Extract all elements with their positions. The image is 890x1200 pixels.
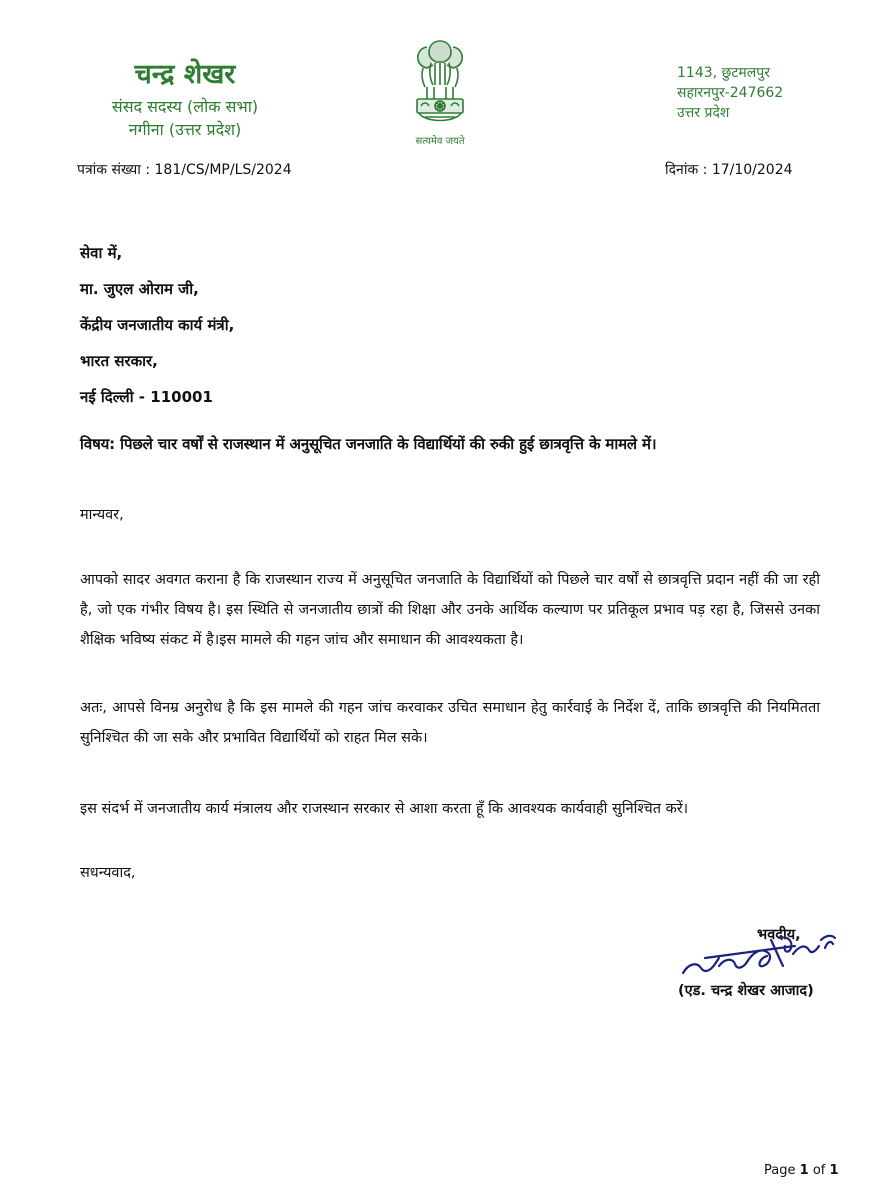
- recipient-block: [80, 235, 234, 415]
- letter-date: दिनांक : 17/10/2024: [665, 162, 793, 178]
- sender-constituency: नगीना (उत्तर प्रदेश): [128, 120, 242, 139]
- sender-designation: संसद सदस्य (लोक सभा): [111, 97, 259, 116]
- body-paragraph: अतः, आपसे विनम्र अनुरोध है कि इस मामले की गहन जांच करवाकर उचित समाधान हेतु कार्रवाई के निर्देश दें, ताकि छात्रवृत्ति की नियमितता सुनिश्चित की जा सके और प्रभावित विद्यार्थियों को राहत मिल सके।: [80, 700, 820, 746]
- recipient-line: केंद्रीय जनजातीय कार्य मंत्री,: [80, 316, 235, 334]
- closing-thanks: सधन्यवाद,: [80, 865, 136, 881]
- recipient-line: भारत सरकार,: [80, 352, 158, 370]
- reference-number: पत्रांक संख्या : 181/CS/MP/LS/2024: [77, 162, 292, 178]
- page-number: [764, 1163, 839, 1178]
- recipient-line: मा. जुएल ओराम जी,: [80, 280, 199, 298]
- state-emblem: [400, 35, 480, 153]
- page-label: Page: [764, 1163, 796, 1178]
- address-line: 1143, छुटमलपुर: [677, 65, 770, 81]
- recipient-line: नई दिल्ली - 110001: [80, 388, 213, 406]
- letterhead-sender: [60, 58, 310, 141]
- body-paragraph: आपको सादर अवगत कराना है कि राजस्थान राज्य में अनुसूचित जनजाति के विद्यार्थियों को पिछले चार वर्षों से छात्रवृत्ति प्रदान नहीं की जा रही है, जो एक गंभीर विषय है। इस स्थिति से जनजातीय छात्रों की शिक्षा और उनके आर्थिक कल्याण पर प्रतिकूल प्रभाव पड़ रहा है, जिससे उनका शैक्षिक भविष्य संकट में है।इस मामले की गहन जांच और समाधान की आवश्यकता है।: [80, 572, 820, 648]
- body-paragraph: इस संदर्भ में जनजातीय कार्य मंत्रालय और राजस्थान सरकार से आशा करता हूँ कि आवश्यक कार्यवाही सुनिश्चित करें।: [80, 801, 689, 817]
- signature-icon: [675, 918, 855, 988]
- salutation: मान्यवर,: [80, 507, 124, 523]
- state-emblem-icon: [405, 35, 475, 135]
- address-line: सहारनपुर-247662: [677, 85, 784, 101]
- yours-faithfully: भवदीय,: [757, 927, 801, 943]
- page-of: of: [812, 1163, 826, 1178]
- emblem-motto: सत्यमेव जयते: [415, 136, 465, 147]
- subject-line: विषय: पिछले चार वर्षों से राजस्थान में अनुसूचित जनजाति के विद्यार्थियों की रुकी हुई छात्रवृत्ति के मामले में।: [80, 435, 657, 453]
- signer-name: (एड. चन्द्र शेखर आजाद): [678, 983, 814, 999]
- page-total: 1: [829, 1163, 839, 1178]
- sender-name: चन्द्र शेखर: [134, 59, 236, 90]
- recipient-line: सेवा में,: [80, 244, 123, 262]
- sender-address: [677, 63, 783, 123]
- address-line: उत्तर प्रदेश: [677, 105, 730, 121]
- page-current: 1: [799, 1163, 809, 1178]
